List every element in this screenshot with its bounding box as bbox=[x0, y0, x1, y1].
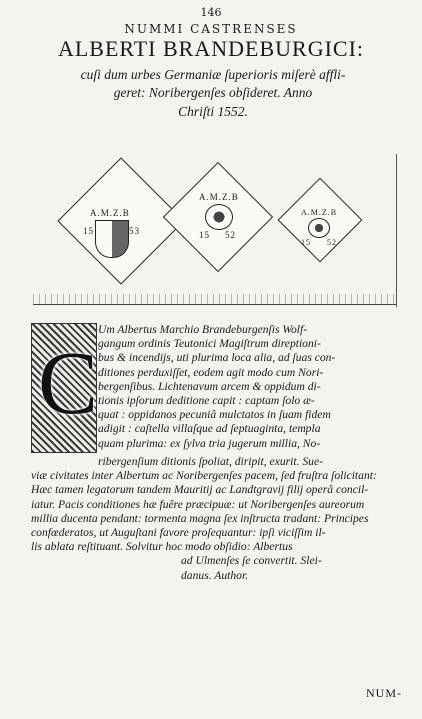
body-text-full bbox=[31, 455, 401, 583]
text-line: bus & incendijs, uti plurima loca alia, ad ſuas con- bbox=[98, 351, 336, 365]
text-line: ditiones perduxiſſet, eodem agit modo cum Nori- bbox=[98, 365, 324, 379]
text-line: iatur. Pacis conditiones hæ fuêre præcipuæ: ut Noribergenſes aureorum bbox=[31, 497, 365, 511]
coin-2-eagle-icon bbox=[205, 204, 233, 230]
plate-baseline bbox=[33, 304, 396, 305]
text-line: adigit : caſtella villaſque ad ſeptuaginta, templa bbox=[98, 422, 321, 436]
decorated-initial bbox=[31, 323, 97, 453]
coin-1-shield-icon bbox=[95, 220, 129, 258]
page-number: 146 bbox=[200, 6, 222, 19]
body-text-indented bbox=[98, 323, 402, 451]
text-line: millia ducenta pendant: tormenta magna ſex inſtructa tradant: Principes bbox=[31, 511, 369, 525]
text-line: ad Ulmenſes ſe convertit. Slei- bbox=[181, 554, 322, 568]
text-line: bergenſibus. Lichtenavum arcem & oppidum di- bbox=[98, 379, 321, 393]
text-line: Um Albertus Marchio Brandeburgenſis Wolf- bbox=[98, 323, 308, 336]
text-line: quat : oppidanos pecuniâ mulctatos in ſuam fidem bbox=[98, 408, 331, 422]
coin-2-year-right: 52 bbox=[225, 230, 236, 240]
text-line: Hæc tamen legatorum tandem Mauritij ac Landtgravij filij operâ concil- bbox=[31, 483, 369, 497]
text-line: lis ablata reſtituant. Solvitur hoc modo obſidio: Albertus bbox=[31, 540, 293, 554]
text-line: danus. Author. bbox=[181, 568, 249, 582]
text-line: gangum ordinis Teutonici Magiſtrum direptioni- bbox=[98, 337, 321, 351]
coin-1-year-left: 15 bbox=[83, 226, 94, 236]
initial-letter: C bbox=[38, 334, 99, 433]
text-line: confœderatos, ut Auguſtani favore proſequantur: ipſi viciſſim il- bbox=[31, 526, 326, 540]
text-line: ribergenſium ditionis ſpoliat, diripit, exurit. Sue- bbox=[98, 455, 323, 468]
subtitle-line: cuſi dum urbes Germaniæ ſuperioris miſerè affli- bbox=[80, 67, 346, 82]
coin-3-year-left: 15 bbox=[301, 238, 311, 247]
subtitle-line: geret: Noribergenſes obſideret. Anno bbox=[113, 85, 313, 100]
coin-plate bbox=[33, 154, 397, 307]
title-small: NUMMI CASTRENSES bbox=[124, 22, 298, 36]
coin-3-label: A.M.Z.B bbox=[301, 208, 338, 217]
coin-1-year-right: 53 bbox=[129, 226, 140, 236]
text-line: tionis ipſorum deditione capit : captam ſolo æ- bbox=[98, 394, 315, 408]
text-line: quam plurima: ex ſylva tria jugerum millia, No- bbox=[98, 436, 321, 450]
coin-3-year-right: 52 bbox=[327, 238, 337, 247]
text-line: viæ civitates inter Albertum ac Noribergenſes pacem, ſed fruſtra ſolicitant: bbox=[31, 469, 377, 483]
catchword: NUM- bbox=[366, 686, 402, 700]
subtitle-line: Chriſti 1552. bbox=[178, 104, 248, 119]
coin-2-year-left: 15 bbox=[199, 230, 210, 240]
title-large: ALBERTI BRANDEBURGICI: bbox=[57, 36, 365, 61]
plate-hatching bbox=[33, 294, 396, 304]
coin-3-eagle-icon bbox=[308, 218, 330, 238]
coin-2-label: A.M.Z.B bbox=[199, 192, 239, 202]
coin-1-label: A.M.Z.B bbox=[90, 208, 130, 218]
